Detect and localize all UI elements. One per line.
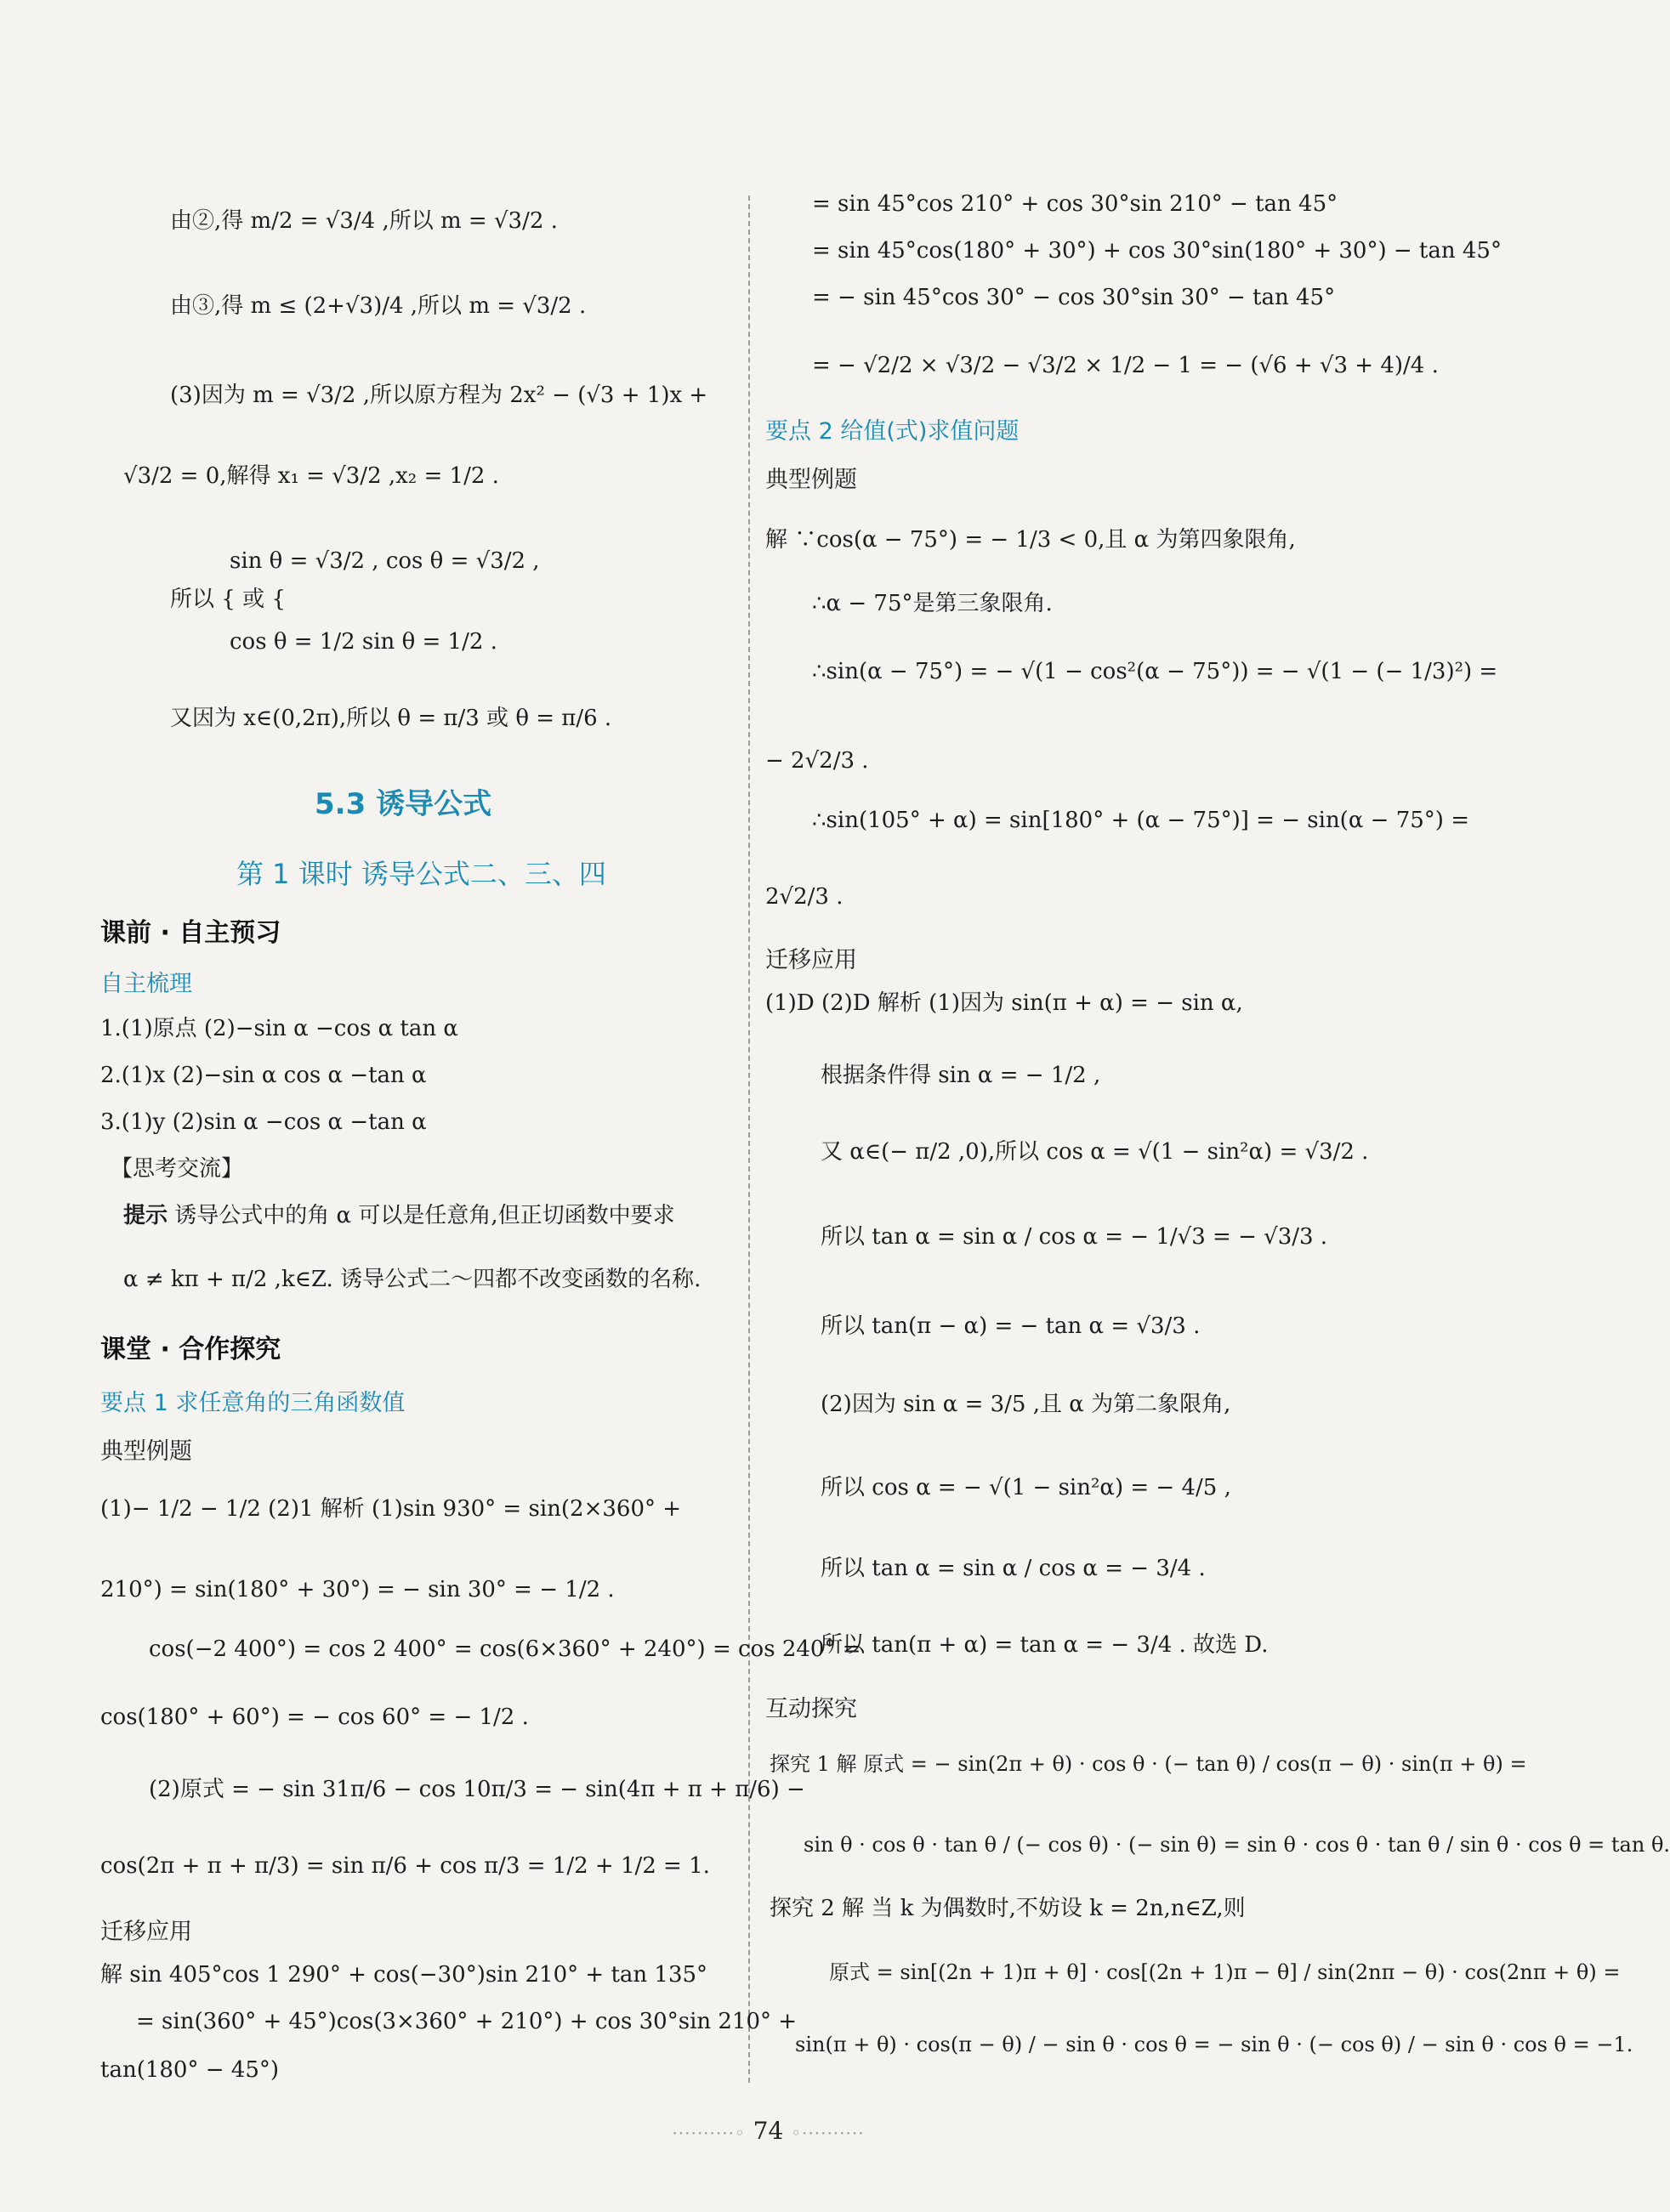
solution-line: 2√2/3 . — [765, 884, 844, 910]
solution-line: 所以 tan(π − α) = − tan α = √3/3 . — [821, 1313, 1201, 1339]
sub-heading: 典型例题 — [765, 467, 857, 493]
page-deco-right: ◦·········· — [791, 2123, 865, 2143]
text-line: sin θ = √3/2 , cos θ = √3/2 , — [230, 548, 540, 574]
solution-line: = sin 45°cos(180° + 30°) + cos 30°sin(180° + 30°) − tan 45° — [812, 238, 1502, 264]
solution-line: 210°) = sin(180° + 30°) = − sin 30° = − 1/2 . — [100, 1577, 615, 1602]
solution-line: cos(−2 400°) = cos 2 400° = cos(6×360° + 240°) = cos 240° = — [149, 1636, 861, 1662]
solution-line: = sin 45°cos 210° + cos 30°sin 210° − tan 45° — [812, 191, 1338, 217]
think-heading: 【思考交流】 — [111, 1156, 244, 1182]
solution-line: ∴sin(105° + α) = sin[180° + (α − 75°)] = − sin(α − 75°) = — [812, 808, 1469, 833]
sub-heading: 自主梳理 — [100, 971, 192, 997]
key-point-heading: 要点 1 求任意角的三角函数值 — [100, 1390, 406, 1416]
solution-line: − 2√2/3 . — [765, 748, 869, 774]
answer-line: 2.(1)x (2)−sin α cos α −tan α — [100, 1063, 427, 1088]
solution-line: 探究 1 解 原式 = − sin(2π + θ) · cos θ · (− tan θ) / cos(π − θ) · sin(π + θ) = — [770, 1752, 1527, 1776]
page-number: 74 — [753, 2117, 784, 2145]
solution-line: 又 α∈(− π/2 ,0),所以 cos α = √(1 − sin²α) = √3/2 . — [821, 1139, 1369, 1165]
answer-line: 3.(1)y (2)sin α −cos α −tan α — [100, 1109, 427, 1135]
solution-line: 所以 tan α = sin α / cos α = − 3/4 . — [821, 1556, 1206, 1581]
solution-line: ∴α − 75°是第三象限角. — [812, 591, 1053, 616]
key-point-heading: 要点 2 给值(式)求值问题 — [765, 418, 1020, 445]
part-heading: 课前 · 自主预习 — [100, 918, 281, 948]
hint-text: 诱导公式中的角 α 可以是任意角,但正切函数中要求 — [168, 1203, 675, 1228]
hint-line — [123, 1199, 675, 1233]
solution-line: 探究 2 解 当 k 为偶数时,不妨设 k = 2n,n∈Z,则 — [770, 1896, 1246, 1921]
sub-heading: 迁移应用 — [765, 947, 857, 973]
solution-line: tan(180° − 45°) — [100, 2057, 280, 2083]
part-heading: 课堂 · 合作探究 — [100, 1335, 281, 1364]
solution-line: = − √2/2 × √3/2 − √3/2 × 1/2 − 1 = − (√6 + √3 + 4)/4 . — [812, 353, 1439, 378]
text-line: √3/2 = 0,解得 x₁ = √3/2 ,x₂ = 1/2 . — [123, 463, 499, 489]
lesson-title: 第 1 课时 诱导公式二、三、四 — [236, 858, 606, 890]
solution-line: (2)原式 = − sin 31π/6 − cos 10π/3 = − sin(4π + π + π/6) − — [149, 1777, 805, 1802]
solution-line: cos(2π + π + π/3) = sin π/6 + cos π/3 = 1/2 + 1/2 = 1. — [100, 1853, 710, 1879]
solution-line: 根据条件得 sin α = − 1/2 , — [821, 1063, 1101, 1088]
solution-line: ∴sin(α − 75°) = − √(1 − cos²(α − 75°)) = − √(1 − (− 1/3)²) = — [812, 659, 1498, 684]
solution-line: 所以 tan α = sin α / cos α = − 1/√3 = − √3/3 . — [821, 1224, 1328, 1250]
solution-line: 解 sin 405°cos 1 290° + cos(−30°)sin 210° + tan 135° — [100, 1962, 708, 1988]
text-line: 所以 { 或 { — [170, 587, 286, 612]
text-line: 由②,得 m/2 = √3/4 ,所以 m = √3/2 . — [170, 208, 558, 234]
solution-line: sin(π + θ) · cos(π − θ) / − sin θ · cos θ = − sin θ · (− cos θ) / − sin θ · cos θ = −1. — [795, 2033, 1633, 2056]
solution-line: 原式 = sin[(2n + 1)π + θ] · cos[(2n + 1)π − θ] / sin(2nπ − θ) · cos(2nπ + θ) = — [829, 1960, 1621, 1984]
solution-line: (2)因为 sin α = 3/5 ,且 α 为第二象限角, — [821, 1392, 1231, 1417]
section-title: 5.3 诱导公式 — [315, 787, 492, 821]
solution-line: (1)D (2)D 解析 (1)因为 sin(π + α) = − sin α, — [765, 990, 1243, 1016]
sub-heading: 典型例题 — [100, 1438, 192, 1465]
text-line: (3)因为 m = √3/2 ,所以原方程为 2x² − (√3 + 1)x + — [170, 383, 708, 408]
solution-line: (1)− 1/2 − 1/2 (2)1 解析 (1)sin 930° = sin(2×360° + — [100, 1496, 682, 1522]
page-footer — [0, 2117, 1537, 2145]
solution-line: sin θ · cos θ · tan θ / (− cos θ) · (− sin θ) = sin θ · cos θ · tan θ / sin θ · cos θ = tan θ. — [804, 1833, 1670, 1857]
hint-line: α ≠ kπ + π/2 ,k∈Z. 诱导公式二～四都不改变函数的名称. — [123, 1267, 702, 1292]
hint-label: 提示 — [123, 1203, 168, 1228]
sub-heading: 迁移应用 — [100, 1919, 192, 1945]
solution-line: 所以 tan(π + α) = tan α = − 3/4 . 故选 D. — [821, 1632, 1269, 1658]
page-deco-left: ··········◦ — [672, 2123, 746, 2143]
text-line: 又因为 x∈(0,2π),所以 θ = π/3 或 θ = π/6 . — [170, 706, 612, 731]
sub-heading: 互动探究 — [765, 1696, 857, 1722]
solution-line: 所以 cos α = − √(1 − sin²α) = − 4/5 , — [821, 1475, 1231, 1500]
answer-line: 1.(1)原点 (2)−sin α −cos α tan α — [100, 1016, 458, 1041]
solution-line: cos(180° + 60°) = − cos 60° = − 1/2 . — [100, 1704, 529, 1730]
solution-line: 解 ∵cos(α − 75°) = − 1/3 < 0,且 α 为第四象限角, — [765, 527, 1296, 553]
solution-line: = − sin 45°cos 30° − cos 30°sin 30° − tan 45° — [812, 285, 1336, 310]
text-line: cos θ = 1/2 sin θ = 1/2 . — [230, 629, 497, 655]
solution-line: = sin(360° + 45°)cos(3×360° + 210°) + cos 30°sin 210° + — [136, 2009, 798, 2034]
text-line: 由③,得 m ≤ (2+√3)/4 ,所以 m = √3/2 . — [170, 293, 587, 319]
